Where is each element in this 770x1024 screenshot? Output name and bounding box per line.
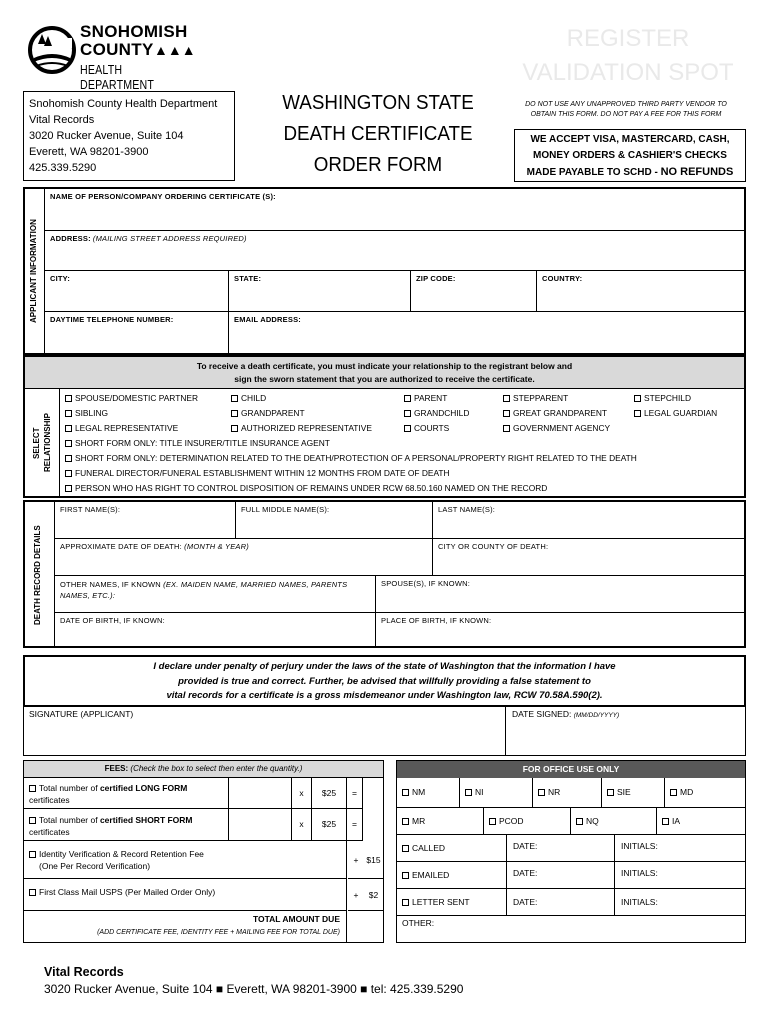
register-validation-spot (510, 22, 746, 90)
md-label: MD (680, 787, 694, 797)
rel-parent[interactable] (404, 393, 447, 403)
checkbox-icon[interactable] (402, 789, 409, 796)
rel-child-label: CHILD (241, 393, 267, 403)
total-text: TOTAL AMOUNT DUE (252, 914, 340, 924)
id-fee (364, 841, 383, 879)
address-line-2: Vital Records (29, 114, 95, 126)
checkbox-icon[interactable] (503, 395, 510, 402)
address-line-4: Everett, WA 98201-3900 (29, 146, 149, 158)
vendor-line-2: OBTAIN THIS FORM. DO NOT PAY A FEE FOR THIS FORM (530, 111, 722, 118)
office-mr[interactable] (397, 808, 484, 835)
emailed-initials[interactable] (615, 862, 745, 889)
address-line-3: 3020 Rucker Avenue, Suite 104 (29, 130, 184, 142)
short-price-text: $25 (321, 819, 337, 829)
declaration-line-2: provided is true and correct. Further, be advised that willfully providing a false statement to (178, 675, 591, 687)
mr-label: MR (412, 816, 426, 826)
short-form-label[interactable] (24, 809, 229, 841)
checkbox-icon[interactable] (65, 425, 72, 432)
vendor-warning (506, 100, 746, 120)
city-field[interactable] (45, 271, 229, 312)
approx-date-label: APPROXIMATE DATE OF DEATH: (60, 542, 185, 551)
checkbox-icon[interactable] (489, 818, 496, 825)
short-eq-text: = (352, 819, 357, 829)
address-field[interactable] (45, 231, 746, 271)
rel-short-determination[interactable] (65, 453, 637, 463)
checkbox-icon[interactable] (404, 410, 411, 417)
called-date-label: DATE: (513, 841, 538, 851)
phone-label: DAYTIME TELEPHONE NUMBER: (50, 315, 174, 324)
payment-line-1: WE ACCEPT VISA, MASTERCARD, CASH, (530, 134, 730, 145)
office-md[interactable] (665, 778, 745, 808)
rel-parent-label: PARENT (414, 393, 448, 403)
checkbox-icon[interactable] (29, 851, 36, 858)
rel-spouse[interactable] (65, 393, 198, 403)
rel-sibling[interactable] (65, 408, 108, 418)
mail-plus (348, 879, 364, 911)
long-price (312, 778, 347, 809)
death-record-section (23, 500, 746, 648)
checkbox-icon[interactable] (662, 818, 669, 825)
zip-label: ZIP CODE: (416, 274, 456, 283)
phone-field[interactable] (45, 312, 229, 353)
rel-grandparent[interactable] (231, 408, 305, 418)
side-relationship: RELATIONSHIP (43, 413, 52, 473)
short-price (312, 809, 347, 841)
death-side-text: DEATH RECORD DETAILS (33, 525, 42, 625)
office-ia[interactable] (657, 808, 745, 835)
country-field[interactable] (537, 271, 746, 312)
sie-label: SIE (617, 787, 631, 797)
rel-great-grandparent[interactable] (503, 408, 607, 418)
county-logo (28, 20, 198, 92)
relationship-header-line-2: sign the sworn statement that you are authorized to receive the certificate. (234, 374, 535, 384)
long-a: Total number of (39, 783, 100, 793)
rel-remains-label: PERSON WHO HAS RIGHT TO CONTROL DISPOSITION OF REMAINS UNDER RCW 68.50.160 NAMED ON THE RECORD (75, 483, 548, 493)
nq-label: NQ (586, 816, 599, 826)
office-ni[interactable] (460, 778, 533, 808)
checkbox-icon[interactable] (503, 410, 510, 417)
last-name-field[interactable] (433, 502, 744, 539)
relationship-section (23, 355, 746, 498)
declaration-box (23, 655, 746, 707)
letter-initials-label: INITIALS: (621, 897, 658, 907)
short-b: certified SHORT FORM (99, 815, 193, 825)
rel-short-title-label: SHORT FORM ONLY: TITLE INSURER/TITLE INSURANCE AGENT (75, 438, 330, 448)
city-label: CITY: (50, 274, 71, 283)
declaration-line-3: vital records for a certificate is a gross misdemeanor under Washington law, RCW 70.58A.590(2). (166, 690, 603, 701)
last-name-label: LAST NAME(S): (438, 505, 496, 514)
rel-legal-rep[interactable] (65, 423, 178, 433)
id-line-2: (One Per Record Verification) (39, 861, 151, 871)
checkbox-icon[interactable] (65, 440, 72, 447)
rel-authorized-rep[interactable] (231, 423, 372, 433)
short-x-text: x (299, 819, 304, 829)
checkbox-icon[interactable] (634, 410, 641, 417)
first-name-label: FIRST NAME(S): (60, 505, 121, 514)
date-signed-label: DATE SIGNED: (512, 709, 574, 719)
checkbox-icon[interactable] (402, 845, 409, 852)
office-nq[interactable] (571, 808, 657, 835)
pob-field[interactable] (376, 613, 744, 646)
rel-great-grandparent-label: GREAT GRANDPARENT (513, 408, 607, 418)
pob-label: PLACE OF BIRTH, IF KNOWN: (381, 616, 492, 625)
signature-field[interactable] (24, 706, 506, 755)
id-fee-label[interactable] (24, 841, 347, 879)
mail-plus-text: + (353, 890, 359, 900)
checkbox-icon[interactable] (402, 818, 409, 825)
relationship-side-text (31, 395, 53, 491)
spouses-field[interactable] (376, 576, 744, 613)
short-a: Total number of (39, 815, 100, 825)
rel-legal-rep-label: LEGAL REPRESENTATIVE (75, 423, 179, 433)
office-nm[interactable] (397, 778, 460, 808)
rel-courts[interactable] (404, 423, 449, 433)
ni-label: NI (475, 787, 484, 797)
date-format: (MM/DD/YYYY) (573, 712, 620, 719)
approx-date-note: (MONTH & YEAR) (184, 542, 249, 551)
square-bullet-icon: ■ (360, 982, 368, 996)
office-header: FOR OFFICE USE ONLY (397, 761, 745, 778)
office-pcod[interactable] (484, 808, 571, 835)
office-letter[interactable] (397, 889, 507, 916)
square-bullet-icon: ■ (215, 982, 224, 996)
checkbox-icon[interactable] (231, 410, 238, 417)
checkbox-icon[interactable] (607, 789, 614, 796)
relationship-header (25, 357, 744, 389)
register-line-2: VALIDATION SPOT (522, 59, 734, 86)
email-field[interactable] (229, 312, 746, 353)
address-line-1: Snohomish County Health Department (29, 98, 218, 110)
agency-address-box (23, 91, 235, 181)
middle-name-label: FULL MIDDLE NAME(S): (241, 505, 330, 514)
checkbox-icon[interactable] (29, 889, 36, 896)
letter-date[interactable] (507, 889, 615, 916)
office-other[interactable] (397, 916, 745, 942)
checkbox-icon[interactable] (503, 425, 510, 432)
register-line-1: REGISTER (566, 25, 690, 52)
footer-title: Vital Records (44, 965, 124, 979)
checkbox-icon[interactable] (404, 395, 411, 402)
other-names-note: (EX. MAIDEN NAME, MARRIED NAMES, PARENTS NAMES, ETC.): (60, 580, 348, 600)
fees-header-label: FEES: (104, 764, 131, 773)
called-date[interactable] (507, 835, 615, 862)
declaration-line-1: I declare under penalty of perjury under the laws of the state of Washington that the information I have (153, 661, 616, 672)
rel-sibling-label: SIBLING (75, 408, 109, 418)
signature-row (23, 706, 746, 756)
signature-label: SIGNATURE (APPLICANT) (29, 709, 134, 719)
checkbox-icon[interactable] (402, 899, 409, 906)
called-label: CALLED (412, 843, 446, 853)
rel-grandchild-label: GRANDCHILD (414, 408, 470, 418)
relationship-header-line-1: To receive a death certificate, you must indicate your relationship to the registrant below and (196, 361, 573, 371)
long-c: certificates (29, 795, 70, 805)
checkbox-icon[interactable] (465, 789, 472, 796)
checkbox-icon[interactable] (65, 455, 72, 462)
long-form-label[interactable] (24, 778, 229, 809)
payment-box (514, 129, 746, 182)
checkbox-icon[interactable] (576, 818, 583, 825)
long-eq-text: = (352, 788, 357, 798)
nr-label: NR (548, 787, 561, 797)
checkbox-icon[interactable] (65, 470, 72, 477)
office-called[interactable] (397, 835, 507, 862)
title-line-3: ORDER FORM (313, 154, 443, 176)
long-x (292, 778, 312, 809)
ia-label: IA (672, 816, 681, 826)
vendor-line-1: DO NOT USE ANY UNAPPROVED THIRD PARTY VENDOR TO (525, 101, 727, 108)
emailed-initials-label: INITIALS: (621, 868, 658, 878)
mail-fee-text: $2 (368, 890, 379, 900)
rel-grandparent-label: GRANDPARENT (241, 408, 305, 418)
logo-line-3: HEALTH DEPARTMENT (80, 62, 155, 92)
total-note: (ADD CERTIFICATE FEE, IDENTITY FEE + MAILING FEE FOR TOTAL DUE) (97, 929, 340, 936)
mail-fee-label[interactable] (24, 879, 347, 911)
letter-initials[interactable] (615, 889, 745, 916)
middle-name-field[interactable] (236, 502, 433, 539)
checkbox-icon[interactable] (65, 410, 72, 417)
name-field[interactable] (45, 189, 746, 231)
checkbox-icon[interactable] (29, 785, 36, 792)
checkbox-icon[interactable] (231, 425, 238, 432)
fees-table (23, 760, 384, 943)
checkbox-icon[interactable] (65, 485, 72, 492)
country-label: COUNTRY: (542, 274, 583, 283)
emailed-date[interactable] (507, 862, 615, 889)
rel-stepchild-label: STEPCHILD (644, 393, 692, 403)
office-emailed[interactable] (397, 862, 507, 889)
short-x (292, 809, 312, 841)
city-county-field[interactable] (433, 539, 744, 576)
address-note: (MAILING STREET ADDRESS REQUIRED) (92, 234, 247, 243)
title-line-1: WASHINGTON STATE (282, 92, 474, 114)
emailed-label: EMAILED (412, 870, 450, 880)
footer-address (44, 982, 744, 996)
id-line-1: Identity Verification & Record Retention Fee (39, 849, 204, 859)
fees-header-note: (Check the box to select then enter the quantity.) (130, 764, 303, 773)
rel-gov-agency-label: GOVERNMENT AGENCY (513, 423, 611, 433)
mail-text: First Class Mail USPS (Per Mailed Order Only) (39, 887, 216, 897)
long-x-text: x (299, 788, 304, 798)
rel-funeral[interactable] (65, 468, 450, 478)
short-eq (347, 809, 363, 841)
long-b: certified LONG FORM (99, 783, 188, 793)
address-line-5: 425.339.5290 (29, 162, 97, 174)
rel-spouse-label: SPOUSE/DOMESTIC PARTNER (75, 393, 199, 403)
nm-label: NM (412, 787, 426, 797)
payment-line-3a: MADE PAYABLE TO SCHD - (526, 167, 661, 178)
spouses-label: SPOUSE(S), IF KNOWN: (381, 579, 471, 588)
long-qty[interactable] (229, 778, 292, 809)
name-label: NAME OF PERSON/COMPANY ORDERING CERTIFICATE (S): (50, 192, 276, 201)
called-initials[interactable] (615, 835, 745, 862)
rel-remains[interactable] (65, 483, 547, 493)
rel-short-title[interactable] (65, 438, 330, 448)
total-label (24, 911, 347, 942)
checkbox-icon[interactable] (402, 872, 409, 879)
letter-date-label: DATE: (513, 897, 538, 907)
emailed-date-label: DATE: (513, 868, 538, 878)
rel-child[interactable] (231, 393, 266, 403)
rel-legal-guardian[interactable] (634, 408, 717, 418)
rel-gov-agency[interactable] (503, 423, 610, 433)
short-qty[interactable] (229, 809, 292, 841)
footer (44, 965, 744, 996)
total-amount-field[interactable] (348, 911, 383, 942)
logo-line-1: SNOHOMISH (80, 22, 188, 41)
footer-phone: tel: 425.339.5290 (367, 982, 464, 996)
approx-date-field[interactable] (55, 539, 433, 576)
payment-line-3 (515, 164, 745, 181)
other-label: OTHER: (402, 918, 435, 928)
no-refunds: NO REFUNDS (660, 166, 734, 178)
checkbox-icon[interactable] (231, 395, 238, 402)
id-fee-text: $15 (366, 855, 381, 865)
checkbox-icon[interactable] (538, 789, 545, 796)
letter-label: LETTER SENT (412, 897, 470, 907)
office-sie[interactable] (602, 778, 665, 808)
checkbox-icon[interactable] (670, 789, 677, 796)
city-county-label: CITY OR COUNTY OF DEATH: (438, 542, 549, 551)
called-initials-label: INITIALS: (621, 841, 658, 851)
dob-label: DATE OF BIRTH, IF KNOWN: (60, 616, 165, 625)
checkbox-icon[interactable] (65, 395, 72, 402)
checkbox-icon[interactable] (404, 425, 411, 432)
id-plus (348, 841, 364, 879)
mountains-icon: ▲▲▲ (154, 42, 196, 58)
logo-mark-icon (28, 20, 76, 80)
rel-stepparent[interactable] (503, 393, 568, 403)
payment-line-2: MONEY ORDERS & CASHIER'S CHECKS (533, 150, 727, 161)
email-label: EMAIL ADDRESS: (234, 315, 301, 324)
long-price-text: $25 (321, 788, 337, 798)
zip-field[interactable] (411, 271, 537, 312)
long-eq (347, 778, 363, 809)
pcod-label: PCOD (499, 816, 524, 826)
office-use-table (396, 760, 746, 943)
checkbox-icon[interactable] (29, 817, 36, 824)
rel-grandchild[interactable] (404, 408, 469, 418)
applicant-side-text: APPLICANT INFORMATION (29, 219, 38, 323)
rel-stepparent-label: STEPPARENT (513, 393, 569, 403)
rel-legal-guardian-label: LEGAL GUARDIAN (644, 408, 718, 418)
title-line-2: DEATH CERTIFICATE (283, 123, 473, 145)
date-signed-field[interactable] (506, 706, 745, 755)
other-names-label: OTHER NAMES, IF KNOWN (60, 580, 164, 589)
side-select: SELECT (32, 427, 41, 459)
state-field[interactable] (229, 271, 411, 312)
mail-fee (364, 879, 383, 911)
office-nr[interactable] (533, 778, 602, 808)
state-label: STATE: (234, 274, 262, 283)
other-names-field[interactable] (55, 576, 376, 613)
rel-funeral-label: FUNERAL DIRECTOR/FUNERAL ESTABLISHMENT WITHIN 12 MONTHS FROM DATE OF DEATH (75, 468, 450, 478)
address-label: ADDRESS: (50, 234, 91, 243)
first-name-field[interactable] (55, 502, 236, 539)
checkbox-icon[interactable] (634, 395, 641, 402)
logo-line-2: COUNTY (80, 40, 154, 59)
rel-courts-label: COURTS (414, 423, 450, 433)
dob-field[interactable] (55, 613, 376, 646)
form-title (265, 88, 491, 181)
rel-short-determination-label: SHORT FORM ONLY: DETERMINATION RELATED TO THE DEATH/PROTECTION OF A PERSONAL/PROPERTY RIGHT RELATED TO THE DEATH (75, 453, 637, 463)
rel-stepchild[interactable] (634, 393, 691, 403)
fees-header (24, 761, 383, 778)
short-c: certificates (29, 827, 70, 837)
footer-street: 3020 Rucker Avenue, Suite 104 (44, 982, 216, 996)
rel-authorized-rep-label: AUTHORIZED REPRESENTATIVE (241, 423, 372, 433)
id-plus-text: + (353, 855, 359, 865)
applicant-section (23, 187, 746, 355)
footer-city: Everett, WA 98201-3900 (223, 982, 361, 996)
